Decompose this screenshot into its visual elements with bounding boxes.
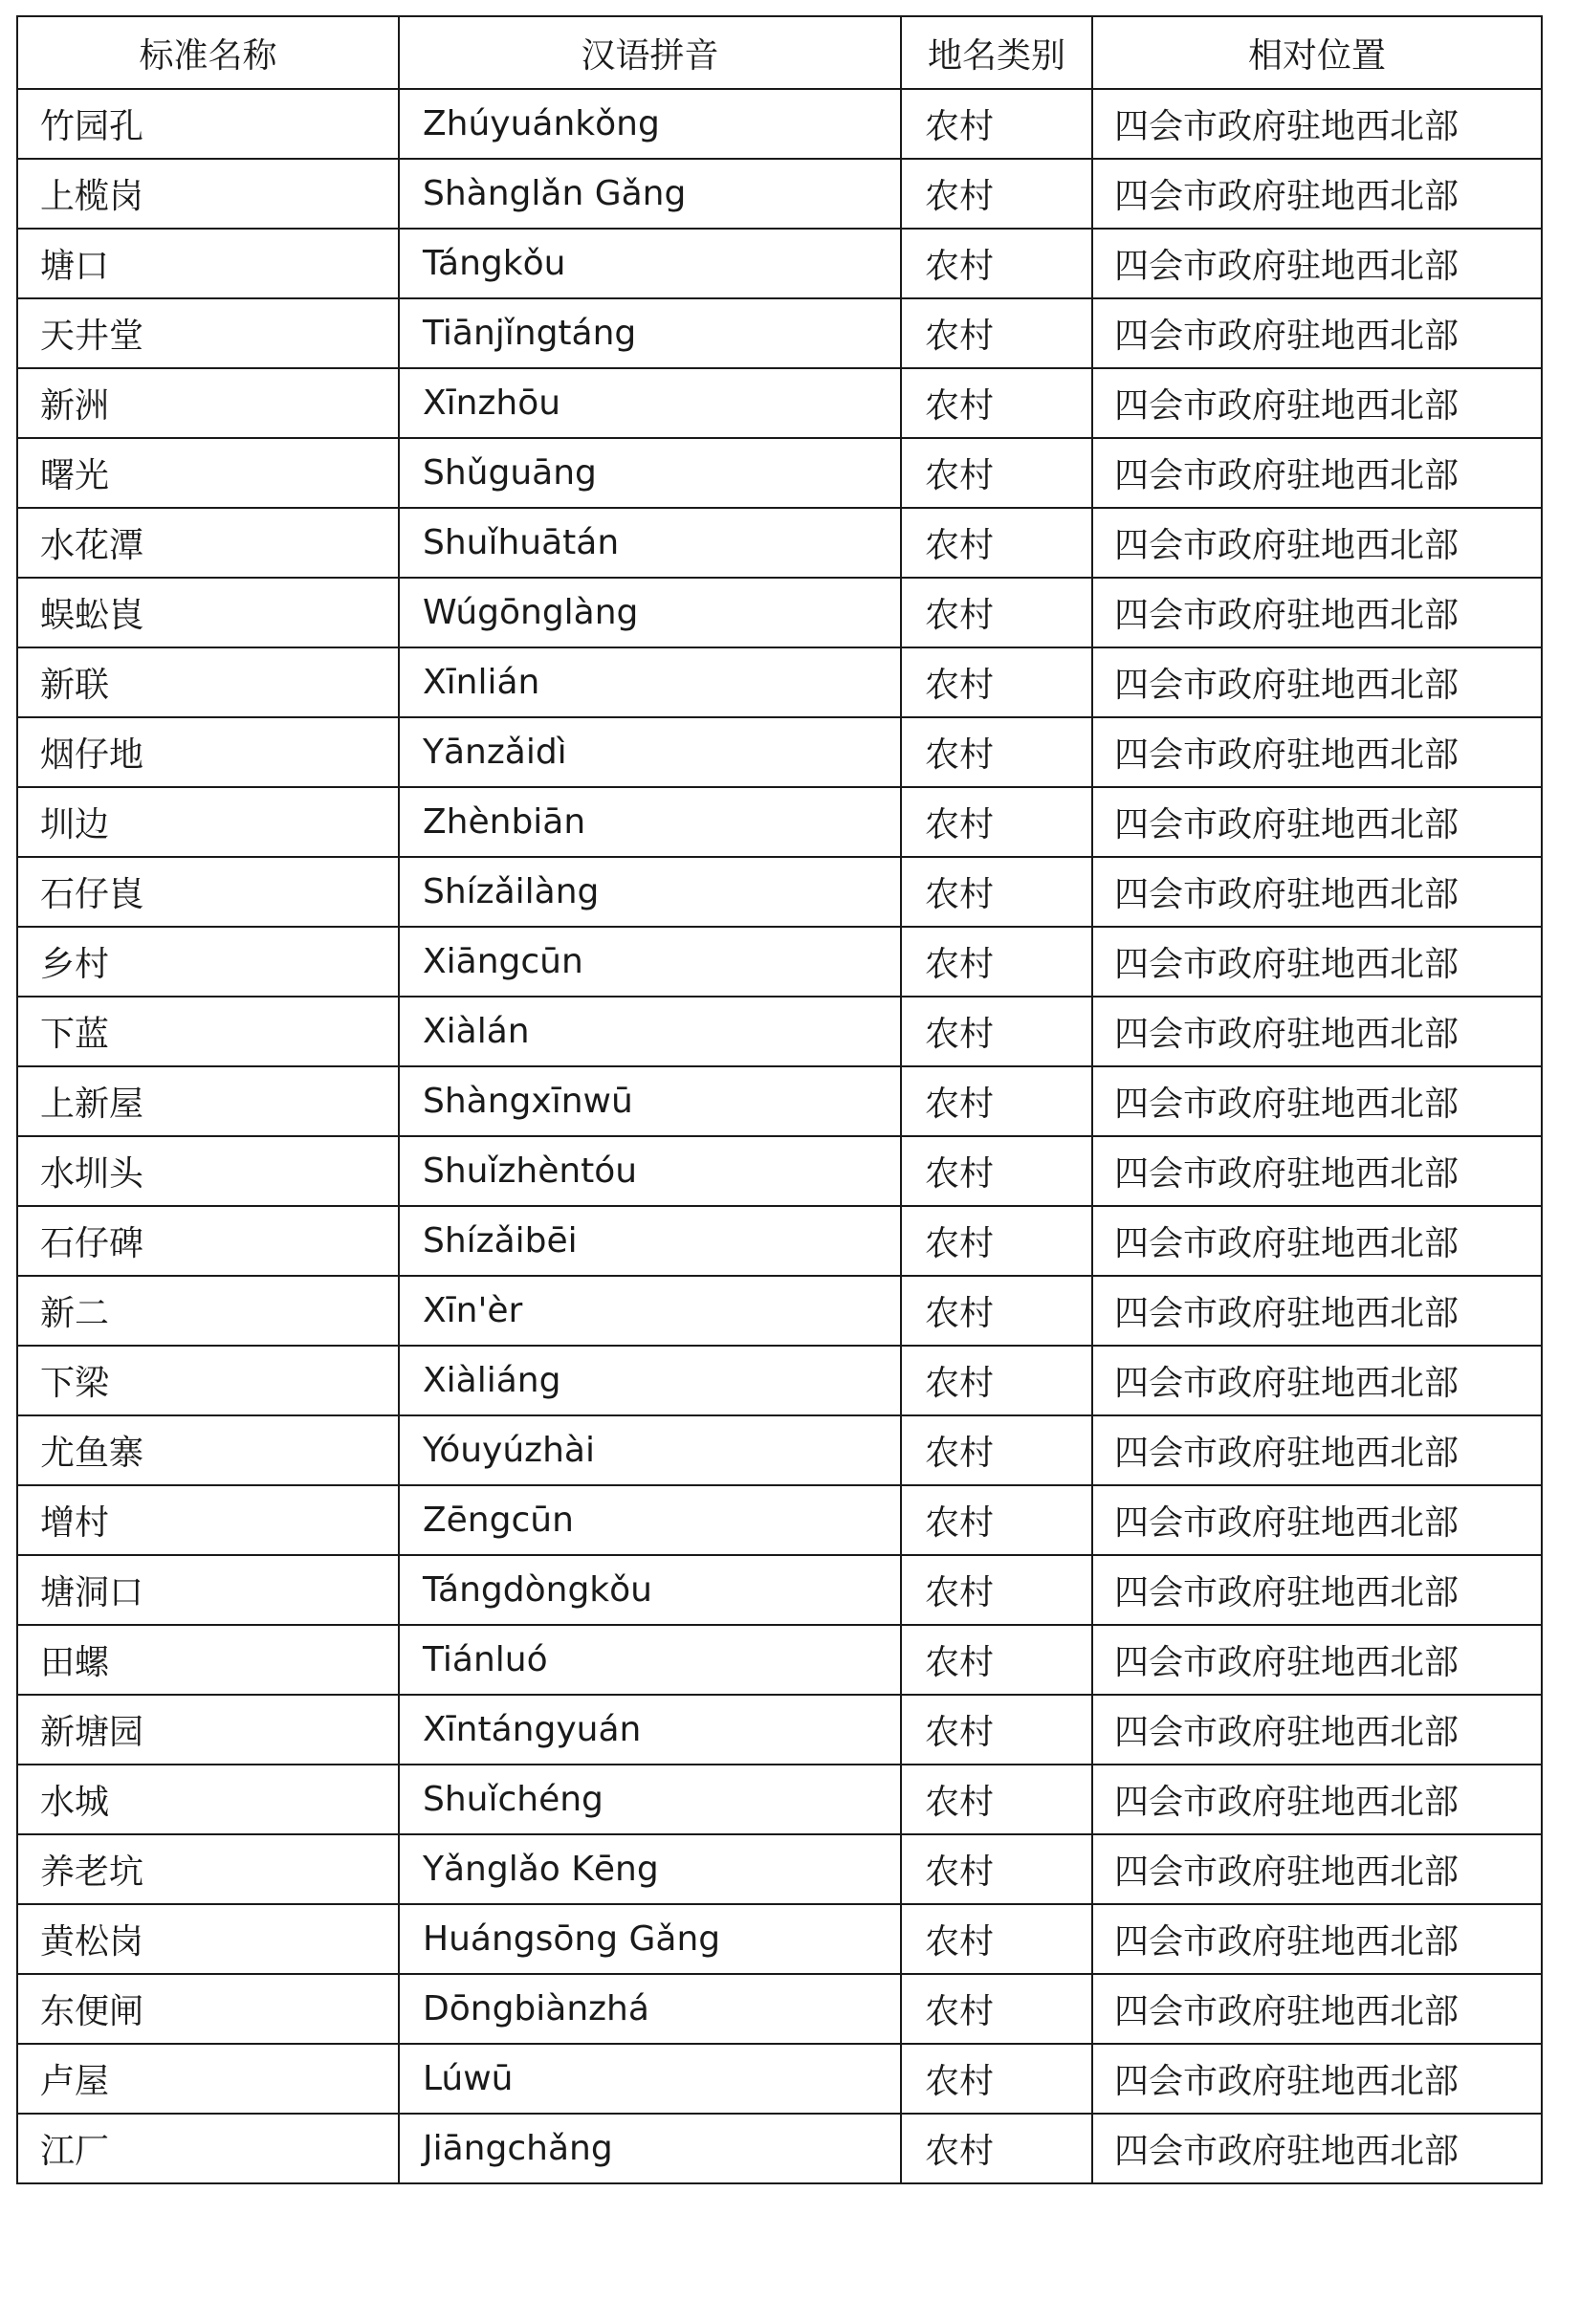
header-row [17, 16, 1542, 89]
cell-relative-position: 四会市政府驻地西北部 [1092, 1904, 1542, 1974]
cell-pinyin: Xiàliáng [399, 1346, 901, 1415]
cell-standard-name: 竹园孔 [17, 89, 399, 159]
header-standard-name: 标准名称 [17, 16, 399, 89]
cell-relative-position: 四会市政府驻地西北部 [1092, 1765, 1542, 1834]
cell-standard-name: 圳边 [17, 787, 399, 857]
cell-pinyin: Xīnlián [399, 647, 901, 717]
table-row [17, 927, 1542, 997]
table-row [17, 997, 1542, 1066]
cell-relative-position: 四会市政府驻地西北部 [1092, 2114, 1542, 2183]
table-row [17, 1066, 1542, 1136]
cell-category: 农村 [901, 717, 1092, 787]
cell-pinyin: Zēngcūn [399, 1485, 901, 1555]
cell-pinyin: Shízǎilàng [399, 857, 901, 927]
table-row [17, 1974, 1542, 2044]
cell-pinyin: Xīnzhōu [399, 368, 901, 438]
cell-relative-position: 四会市政府驻地西北部 [1092, 89, 1542, 159]
cell-standard-name: 卢屋 [17, 2044, 399, 2114]
cell-category: 农村 [901, 997, 1092, 1066]
cell-category: 农村 [901, 1276, 1092, 1346]
cell-standard-name: 石仔碑 [17, 1206, 399, 1276]
cell-relative-position: 四会市政府驻地西北部 [1092, 2044, 1542, 2114]
table-row [17, 1695, 1542, 1765]
cell-category: 农村 [901, 1346, 1092, 1415]
cell-pinyin: Dōngbiànzhá [399, 1974, 901, 2044]
cell-relative-position: 四会市政府驻地西北部 [1092, 298, 1542, 368]
cell-pinyin: Yǎnglǎo Kēng [399, 1834, 901, 1904]
header-relative-position: 相对位置 [1092, 16, 1542, 89]
cell-pinyin: Lúwū [399, 2044, 901, 2114]
table-row [17, 2044, 1542, 2114]
cell-category: 农村 [901, 1974, 1092, 2044]
cell-category: 农村 [901, 647, 1092, 717]
table-row [17, 787, 1542, 857]
cell-category: 农村 [901, 89, 1092, 159]
cell-relative-position: 四会市政府驻地西北部 [1092, 647, 1542, 717]
cell-relative-position: 四会市政府驻地西北部 [1092, 578, 1542, 647]
cell-relative-position: 四会市政府驻地西北部 [1092, 1555, 1542, 1625]
cell-relative-position: 四会市政府驻地西北部 [1092, 368, 1542, 438]
cell-category: 农村 [901, 1206, 1092, 1276]
place-name-table [16, 15, 1543, 2184]
cell-pinyin: Xīntángyuán [399, 1695, 901, 1765]
cell-relative-position: 四会市政府驻地西北部 [1092, 1974, 1542, 2044]
cell-relative-position: 四会市政府驻地西北部 [1092, 1206, 1542, 1276]
cell-category: 农村 [901, 159, 1092, 229]
cell-category: 农村 [901, 1555, 1092, 1625]
cell-category: 农村 [901, 1066, 1092, 1136]
cell-pinyin: Shuǐhuātán [399, 508, 901, 578]
table-row [17, 1555, 1542, 1625]
cell-relative-position: 四会市政府驻地西北部 [1092, 857, 1542, 927]
table-row [17, 1904, 1542, 1974]
cell-pinyin: Tiánluó [399, 1625, 901, 1695]
table-row [17, 1415, 1542, 1485]
cell-standard-name: 水花潭 [17, 508, 399, 578]
cell-standard-name: 新塘园 [17, 1695, 399, 1765]
cell-pinyin: Tiānjǐngtáng [399, 298, 901, 368]
cell-standard-name: 东便闸 [17, 1974, 399, 2044]
cell-relative-position: 四会市政府驻地西北部 [1092, 1695, 1542, 1765]
cell-category: 农村 [901, 1625, 1092, 1695]
cell-relative-position: 四会市政府驻地西北部 [1092, 508, 1542, 578]
cell-relative-position: 四会市政府驻地西北部 [1092, 1834, 1542, 1904]
table-row [17, 508, 1542, 578]
cell-category: 农村 [901, 1765, 1092, 1834]
cell-pinyin: Jiāngchǎng [399, 2114, 901, 2183]
cell-relative-position: 四会市政府驻地西北部 [1092, 1136, 1542, 1206]
table-row [17, 159, 1542, 229]
table-row [17, 647, 1542, 717]
cell-relative-position: 四会市政府驻地西北部 [1092, 1276, 1542, 1346]
table-row [17, 2114, 1542, 2183]
cell-standard-name: 上新屋 [17, 1066, 399, 1136]
header-pinyin: 汉语拼音 [399, 16, 901, 89]
cell-standard-name: 上榄岗 [17, 159, 399, 229]
cell-pinyin: Shízǎibēi [399, 1206, 901, 1276]
cell-relative-position: 四会市政府驻地西北部 [1092, 997, 1542, 1066]
cell-pinyin: Xiāngcūn [399, 927, 901, 997]
cell-standard-name: 水城 [17, 1765, 399, 1834]
table-row [17, 1346, 1542, 1415]
cell-category: 农村 [901, 1695, 1092, 1765]
table-row [17, 368, 1542, 438]
cell-pinyin: Huángsōng Gǎng [399, 1904, 901, 1974]
cell-pinyin: Shuǐzhèntóu [399, 1136, 901, 1206]
cell-relative-position: 四会市政府驻地西北部 [1092, 229, 1542, 298]
cell-category: 农村 [901, 1904, 1092, 1974]
cell-pinyin: Zhènbiān [399, 787, 901, 857]
cell-relative-position: 四会市政府驻地西北部 [1092, 1066, 1542, 1136]
cell-category: 农村 [901, 1136, 1092, 1206]
cell-relative-position: 四会市政府驻地西北部 [1092, 1346, 1542, 1415]
cell-standard-name: 田螺 [17, 1625, 399, 1695]
cell-standard-name: 塘洞口 [17, 1555, 399, 1625]
cell-pinyin: Wúgōnglàng [399, 578, 901, 647]
cell-relative-position: 四会市政府驻地西北部 [1092, 438, 1542, 508]
table-row [17, 1625, 1542, 1695]
cell-category: 农村 [901, 1415, 1092, 1485]
cell-category: 农村 [901, 508, 1092, 578]
table-row [17, 229, 1542, 298]
cell-standard-name: 养老坑 [17, 1834, 399, 1904]
cell-standard-name: 江厂 [17, 2114, 399, 2183]
cell-standard-name: 新洲 [17, 368, 399, 438]
cell-standard-name: 新联 [17, 647, 399, 717]
cell-category: 农村 [901, 787, 1092, 857]
cell-pinyin: Shuǐchéng [399, 1765, 901, 1834]
cell-category: 农村 [901, 578, 1092, 647]
cell-pinyin: Tángdòngkǒu [399, 1555, 901, 1625]
cell-standard-name: 蜈蚣崀 [17, 578, 399, 647]
table-row [17, 1834, 1542, 1904]
cell-relative-position: 四会市政府驻地西北部 [1092, 787, 1542, 857]
cell-standard-name: 新二 [17, 1276, 399, 1346]
cell-category: 农村 [901, 1834, 1092, 1904]
cell-category: 农村 [901, 229, 1092, 298]
cell-standard-name: 曙光 [17, 438, 399, 508]
cell-pinyin: Yānzǎidì [399, 717, 901, 787]
cell-standard-name: 烟仔地 [17, 717, 399, 787]
table-row [17, 1276, 1542, 1346]
cell-standard-name: 增村 [17, 1485, 399, 1555]
cell-category: 农村 [901, 2044, 1092, 2114]
cell-relative-position: 四会市政府驻地西北部 [1092, 927, 1542, 997]
cell-standard-name: 塘口 [17, 229, 399, 298]
table-header [17, 16, 1542, 89]
table-row [17, 89, 1542, 159]
cell-pinyin: Xīn'èr [399, 1276, 901, 1346]
cell-relative-position: 四会市政府驻地西北部 [1092, 1485, 1542, 1555]
cell-pinyin: Shàngxīnwū [399, 1066, 901, 1136]
cell-category: 农村 [901, 927, 1092, 997]
cell-pinyin: Shànglǎn Gǎng [399, 159, 901, 229]
cell-pinyin: Yóuyúzhài [399, 1415, 901, 1485]
table-row [17, 857, 1542, 927]
cell-standard-name: 乡村 [17, 927, 399, 997]
table-body [17, 89, 1542, 2183]
table-row [17, 578, 1542, 647]
cell-category: 农村 [901, 857, 1092, 927]
cell-category: 农村 [901, 1485, 1092, 1555]
cell-standard-name: 尤鱼寨 [17, 1415, 399, 1485]
table-row [17, 1765, 1542, 1834]
cell-standard-name: 水圳头 [17, 1136, 399, 1206]
cell-category: 农村 [901, 2114, 1092, 2183]
cell-standard-name: 下蓝 [17, 997, 399, 1066]
cell-pinyin: Xiàlán [399, 997, 901, 1066]
header-category: 地名类别 [901, 16, 1092, 89]
table-row [17, 717, 1542, 787]
cell-pinyin: Shǔguāng [399, 438, 901, 508]
cell-standard-name: 下梁 [17, 1346, 399, 1415]
table-row [17, 1136, 1542, 1206]
table-row [17, 1485, 1542, 1555]
cell-relative-position: 四会市政府驻地西北部 [1092, 1415, 1542, 1485]
cell-relative-position: 四会市政府驻地西北部 [1092, 1625, 1542, 1695]
table-row [17, 1206, 1542, 1276]
cell-category: 农村 [901, 298, 1092, 368]
table-row [17, 298, 1542, 368]
cell-relative-position: 四会市政府驻地西北部 [1092, 717, 1542, 787]
cell-category: 农村 [901, 368, 1092, 438]
table-row [17, 438, 1542, 508]
cell-standard-name: 石仔崀 [17, 857, 399, 927]
cell-pinyin: Zhúyuánkǒng [399, 89, 901, 159]
cell-standard-name: 黄松岗 [17, 1904, 399, 1974]
cell-pinyin: Tángkǒu [399, 229, 901, 298]
cell-relative-position: 四会市政府驻地西北部 [1092, 159, 1542, 229]
cell-category: 农村 [901, 438, 1092, 508]
cell-standard-name: 天井堂 [17, 298, 399, 368]
